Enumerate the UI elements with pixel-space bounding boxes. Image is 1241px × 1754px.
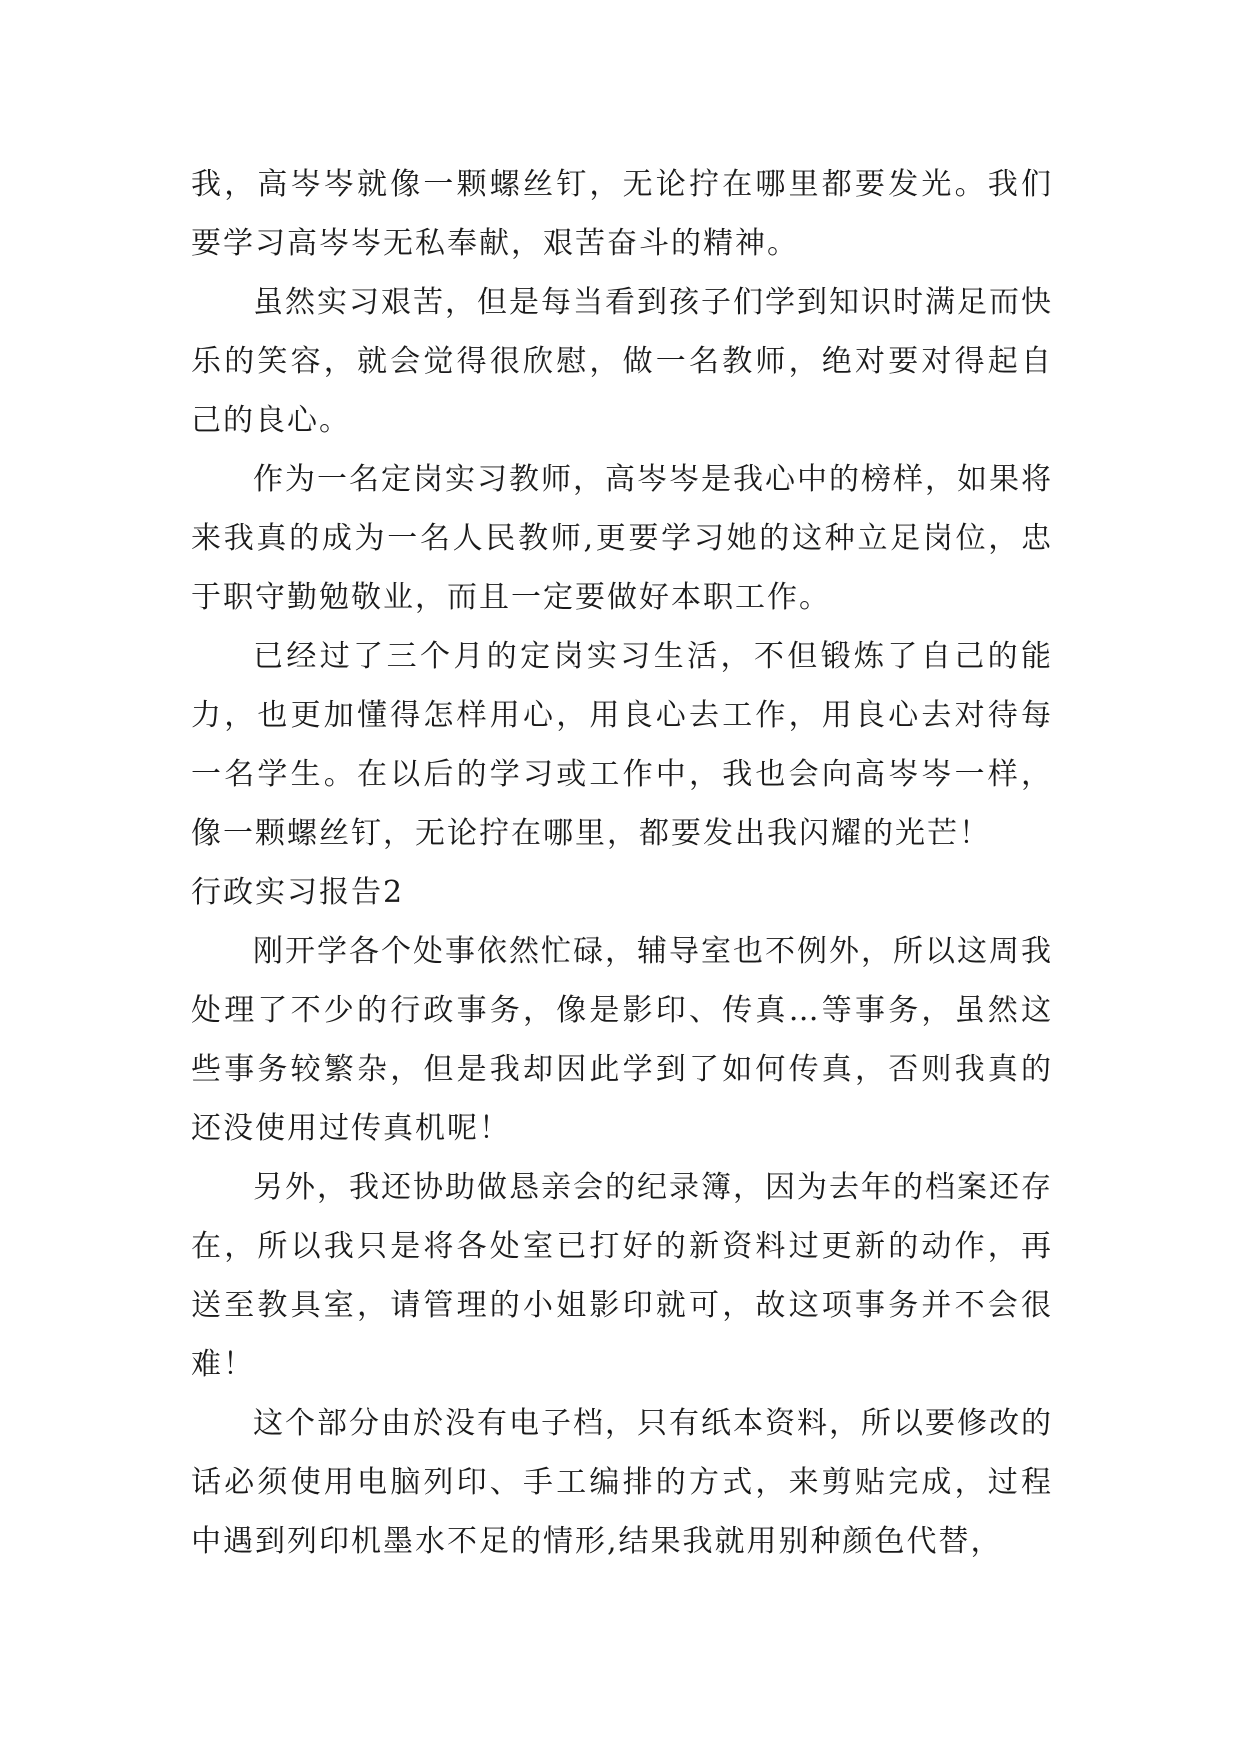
paragraph: 已经过了三个月的定岗实习生活，不但锻炼了自己的能力，也更加懂得怎样用心，用良心去工作，用良心去对待每一名学生。在以后的学习或工作中，我也会向高岑岑一样，像一颗螺丝钉，无论拧在哪里，都要发出我闪耀的光芒！ [191, 639, 1053, 851]
section-heading: 行政实习报告2 [191, 875, 405, 910]
paragraph: 刚开学各个处事依然忙碌，辅导室也不例外，所以这周我处理了不少的行政事务，像是影印、传真…等事务，虽然这些事务较繁杂，但是我却因此学到了如何传真，否则我真的还没使用过传真机呢！ [191, 934, 1053, 1146]
paragraph: 我，高岑岑就像一颗螺丝钉，无论拧在哪里都要发光。我们要学习高岑岑无私奉献，艰苦奋斗的精神。 [191, 167, 1053, 261]
document-body [191, 155, 1053, 1571]
paragraph: 这个部分由於没有电子档，只有纸本资料，所以要修改的话必须使用电脑列印、手工编排的方式，来剪贴完成，过程中遇到列印机墨水不足的情形,结果我就用别种颜色代替， [191, 1406, 1053, 1559]
paragraph: 虽然实习艰苦，但是每当看到孩子们学到知识时满足而快乐的笑容，就会觉得很欣慰，做一名教师，绝对要对得起自己的良心。 [191, 285, 1053, 438]
paragraph: 另外，我还协助做恳亲会的纪录簿，因为去年的档案还存在，所以我只是将各处室已打好的新资料过更新的动作，再送至教具室，请管理的小姐影印就可，故这项事务并不会很难！ [191, 1170, 1053, 1382]
paragraph: 作为一名定岗实习教师，高岑岑是我心中的榜样，如果将来我真的成为一名人民教师,更要学习她的这种立足岗位，忠于职守勤勉敬业，而且一定要做好本职工作。 [191, 462, 1053, 615]
